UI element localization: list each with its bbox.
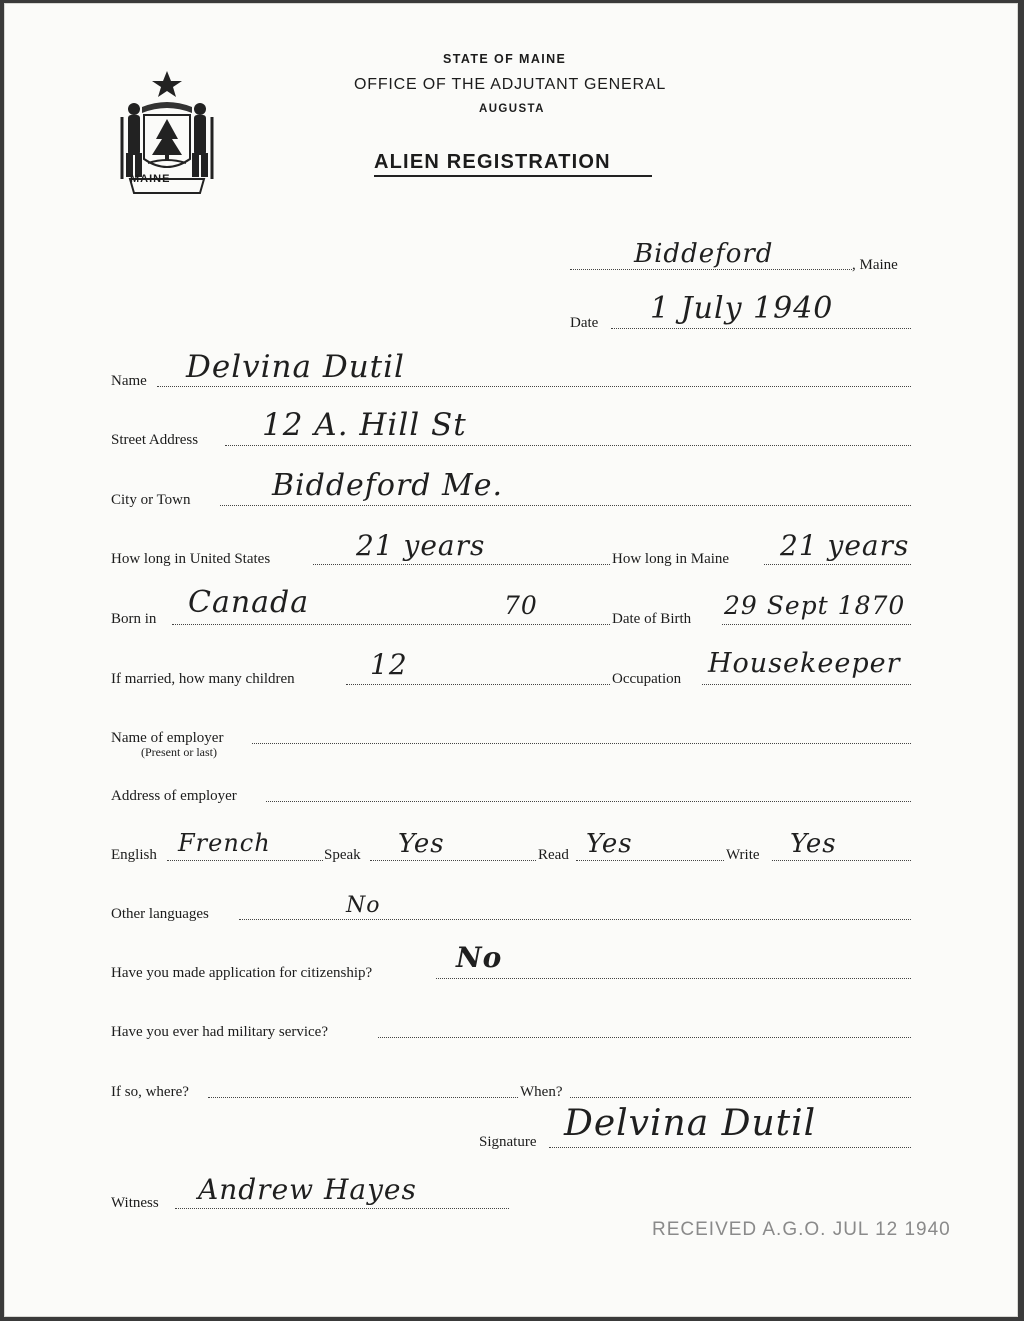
name-label: Name (111, 373, 147, 389)
street-line (225, 445, 911, 446)
seal-banner-text: MAINE (130, 173, 171, 185)
city-line (220, 505, 911, 506)
date-of-birth-line (722, 624, 911, 625)
date-line (611, 328, 911, 329)
form-title: ALIEN REGISTRATION (374, 151, 611, 173)
date-of-birth-entry: 29 Sept 1870 (724, 591, 906, 620)
town-line (570, 269, 852, 270)
how-long-us-entry: 21 years (356, 529, 486, 562)
read-line (576, 860, 724, 861)
date-entry: 1 July 1940 (650, 291, 834, 326)
military-label: Have you ever had military service? (111, 1024, 328, 1040)
other-languages-entry: No (346, 893, 381, 918)
write-line (772, 860, 911, 861)
if-so-where-label: If so, where? (111, 1084, 189, 1100)
how-long-us-line (313, 564, 610, 565)
header-state: STATE OF MAINE (443, 52, 567, 66)
if-so-where-line (208, 1097, 518, 1098)
english-line (167, 860, 323, 861)
write-entry: Yes (790, 829, 837, 859)
citizenship-entry: No (456, 941, 503, 974)
employer-name-label: Name of employer (111, 730, 224, 746)
occupation-line (702, 684, 911, 685)
born-in-line (172, 624, 610, 625)
born-in-entry: Canada (188, 585, 310, 620)
witness-line (175, 1208, 509, 1209)
employer-name-line (252, 743, 911, 744)
citizenship-label: Have you made application for citizenship? (111, 965, 373, 981)
header-city: AUGUSTA (479, 103, 545, 115)
received-stamp: RECEIVED A.G.O. JUL 12 1940 (652, 1219, 951, 1240)
when-label: When? (520, 1084, 563, 1100)
signature-line (549, 1147, 911, 1148)
witness-label: Witness (111, 1195, 159, 1211)
maine-suffix-label: , Maine (852, 257, 898, 273)
employer-name-sublabel: (Present or last) (141, 745, 217, 759)
signature-label: Signature (479, 1134, 537, 1150)
born-in-label: Born in (111, 611, 157, 627)
children-entry: 12 (370, 648, 408, 681)
title-underline (374, 175, 652, 177)
registration-form-page (4, 3, 1018, 1317)
name-entry: Delvina Dutil (186, 349, 405, 385)
speak-entry: Yes (398, 829, 445, 859)
witness-entry: Andrew Hayes (198, 1173, 417, 1206)
how-long-us-label: How long in United States (111, 551, 271, 567)
other-languages-label: Other languages (111, 906, 209, 922)
speak-line (370, 860, 536, 861)
other-languages-line (239, 919, 911, 920)
military-line (378, 1037, 911, 1038)
how-long-maine-entry: 21 years (780, 529, 910, 562)
town-entry: Biddeford (634, 239, 774, 269)
employer-address-label: Address of employer (111, 788, 237, 804)
how-long-maine-label: How long in Maine (612, 551, 730, 567)
read-label: Read (538, 847, 569, 863)
date-label: Date (570, 315, 599, 331)
children-line (346, 684, 610, 685)
employer-address-line (266, 801, 911, 802)
when-line (570, 1097, 911, 1098)
age-note-entry: 70 (504, 591, 538, 620)
occupation-label: Occupation (612, 671, 682, 687)
city-label: City or Town (111, 492, 191, 508)
citizenship-line (436, 978, 911, 979)
speak-label: Speak (324, 847, 361, 863)
how-long-maine-line (764, 564, 911, 565)
signature-entry: Delvina Dutil (564, 1103, 817, 1144)
city-entry: Biddeford Me. (272, 468, 504, 503)
occupation-entry: Housekeeper (708, 648, 901, 679)
english-entry: French (178, 829, 271, 857)
street-entry: 12 A. Hill St (262, 407, 467, 443)
write-label: Write (726, 847, 760, 863)
street-label: Street Address (111, 432, 199, 448)
english-label: English (111, 847, 157, 863)
children-label: If married, how many children (111, 671, 295, 687)
header-office: OFFICE OF THE ADJUTANT GENERAL (354, 76, 667, 93)
date-of-birth-label: Date of Birth (612, 611, 692, 627)
name-line (157, 386, 911, 387)
read-entry: Yes (586, 829, 633, 859)
